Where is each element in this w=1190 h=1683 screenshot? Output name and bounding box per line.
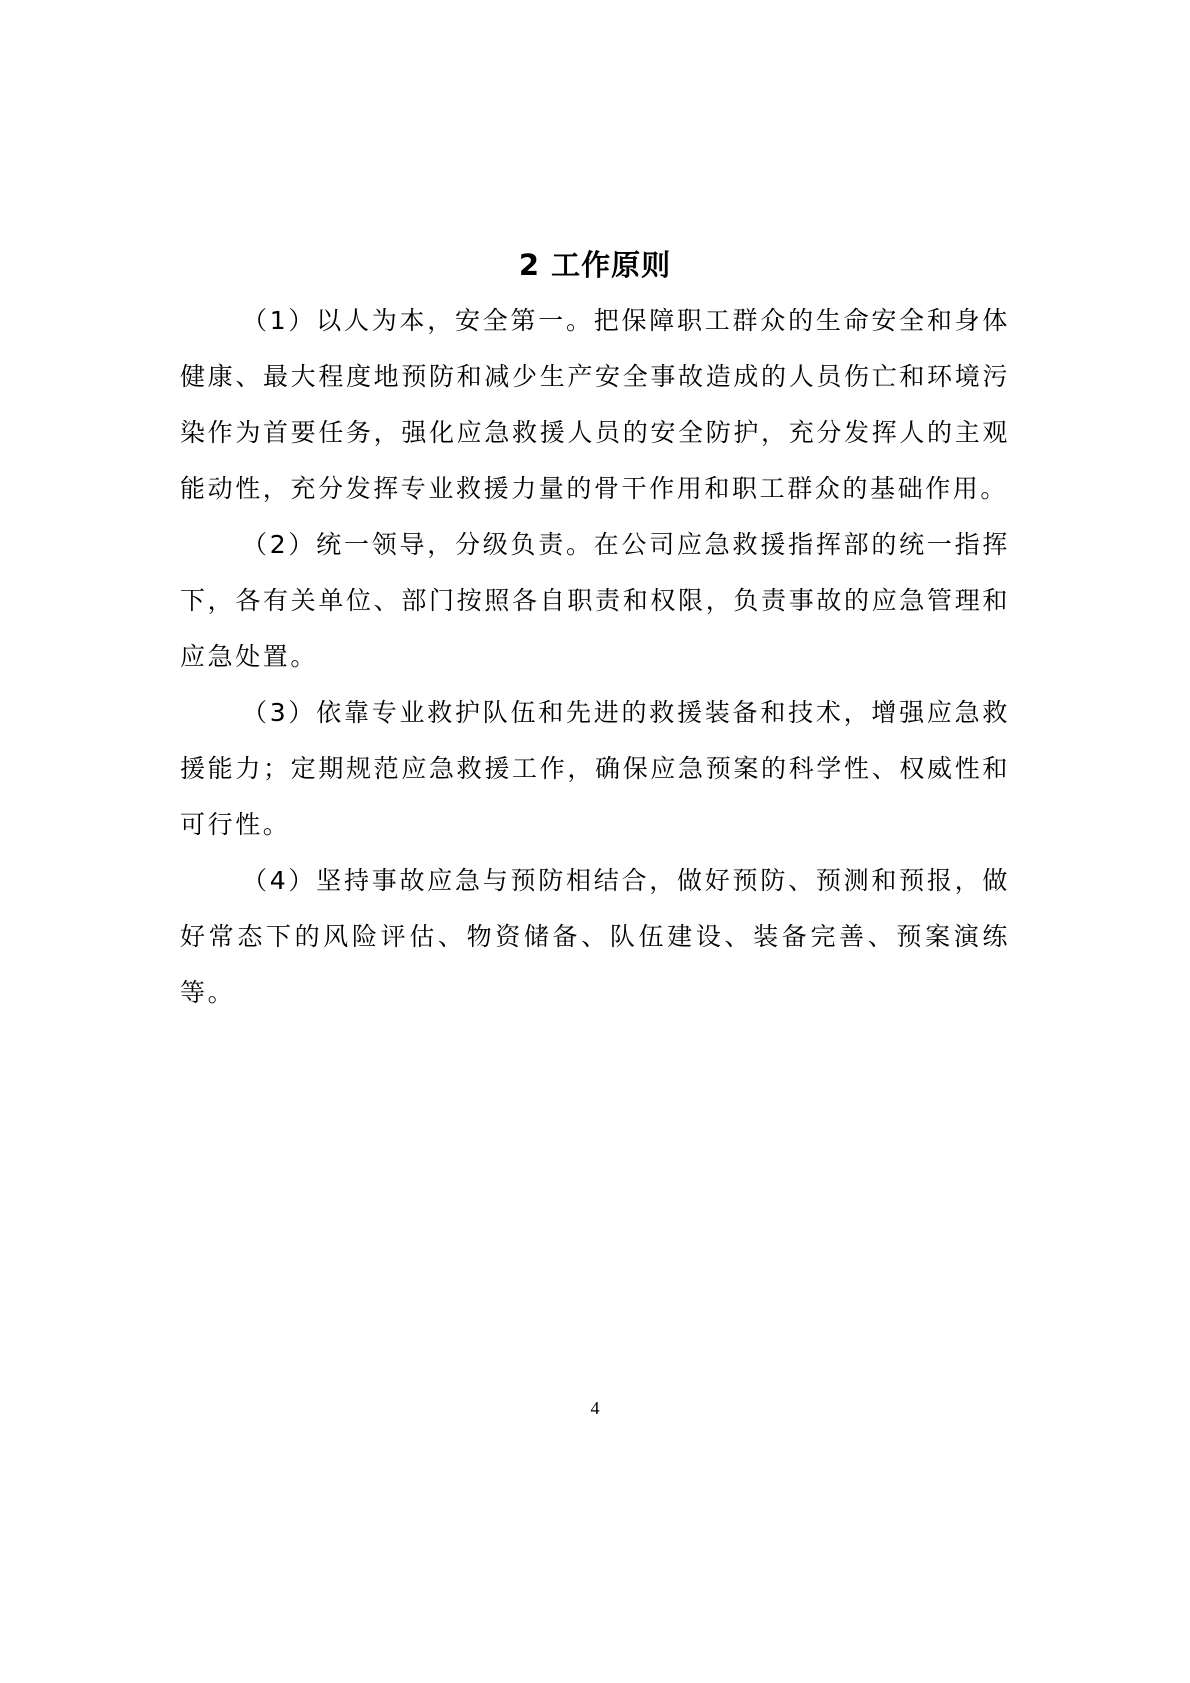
principle-paragraph-4: （4）坚持事故应急与预防相结合，做好预防、预测和预报，做好常态下的风险评估、物资储备、队伍建设、装备完善、预案演练等。 — [180, 866, 1010, 1007]
principle-paragraph-3: （3）依靠专业救护队伍和先进的救援装备和技术，增强应急救援能力；定期规范应急救援工作，确保应急预案的科学性、权威性和可行性。 — [180, 698, 1010, 839]
principle-paragraph-2: （2）统一领导，分级负责。在公司应急救援指挥部的统一指挥下，各有关单位、部门按照各自职责和权限，负责事故的应急管理和应急处置。 — [180, 530, 1010, 671]
principle-paragraph-1: （1）以人为本，安全第一。把保障职工群众的生命安全和身体健康、最大程度地预防和减少生产安全事故造成的人员伤亡和环境污染作为首要任务，强化应急救援人员的安全防护，充分发挥人的主观能动性，充分发挥专业救援力量的骨干作用和职工群众的基础作用。 — [180, 306, 1010, 503]
section-title: 2 工作原则 — [518, 248, 672, 282]
page-number: 4 — [590, 1398, 600, 1418]
page-content — [180, 245, 1010, 1021]
